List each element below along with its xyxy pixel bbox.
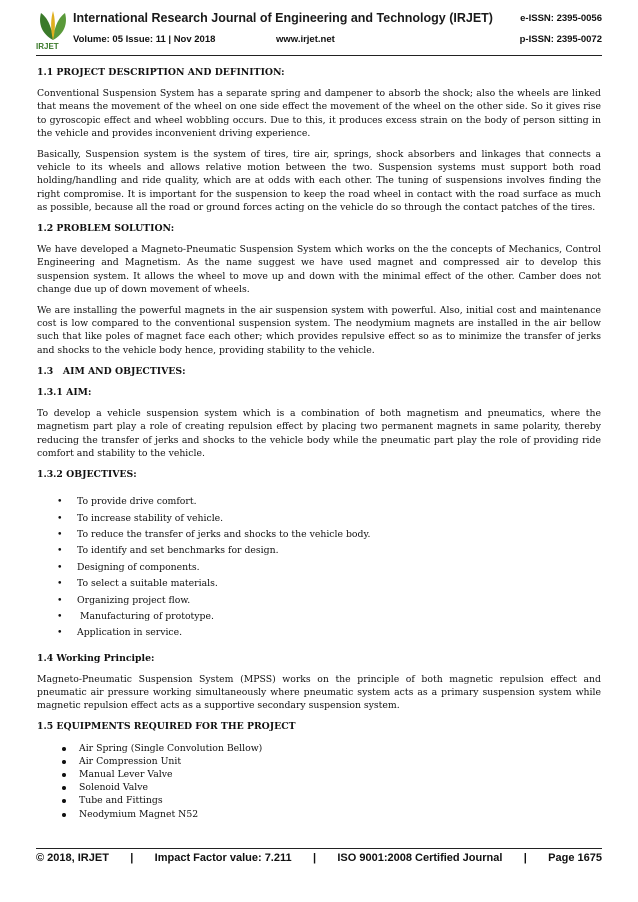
eissn: e-ISSN: 2395-0056 xyxy=(520,13,602,24)
subsection-heading: 1.3.2 OBJECTIVES: xyxy=(37,469,137,481)
list-item: • Designing of components. xyxy=(37,561,601,574)
list-item: • Manufacturing of prototype. xyxy=(37,610,601,623)
article-body xyxy=(37,66,601,821)
section-heading: 1.4 Working Principle: xyxy=(37,652,155,664)
list-item: • To reduce the transfer of jerks and shocks to the vehicle body. xyxy=(37,528,601,541)
header-divider xyxy=(36,55,602,56)
footer-separator: | xyxy=(130,852,134,864)
list-item: • Application in service. xyxy=(37,626,601,639)
volume-issue: Volume: 05 Issue: 11 | Nov 2018 xyxy=(73,34,216,45)
page-number: Page 1675 xyxy=(548,852,602,864)
equipment-list xyxy=(37,742,601,821)
paragraph: Basically, Suspension system is the system of tires, tire air, springs, shock absorbers and linkages that connects a vehicle to its wheels and allows relative motion between the two. Suspension systems must support both road holding/handling and ride quality, which are at odds with each other. The tuning of suspensions involves finding the right compromise. It is important for the suspension to keep the road wheel in contact with the road surface as much as possible, because all the road or ground forces acting on the vehicle do so through the contact patches of the tires. xyxy=(37,149,601,213)
section-heading: 1.2 PROBLEM SOLUTION: xyxy=(37,223,175,235)
website-link[interactable]: www.irjet.net xyxy=(276,34,335,45)
list-item: • To increase stability of vehicle. xyxy=(37,512,601,525)
list-item: Air Spring (Single Convolution Bellow) xyxy=(37,742,601,755)
iso-certification: ISO 9001:2008 Certified Journal xyxy=(337,852,503,864)
list-item: Manual Lever Valve xyxy=(37,768,601,781)
list-item: Solenoid Valve xyxy=(37,781,601,794)
paragraph: Conventional Suspension System has a separate spring and dampener to absorb the shock; also the wheels are linked that means the movement of the wheel on one side effect the movement of the wheel on the other side. So it gives rise to gyroscopic effect and wheel wobbling occurs. Due to this, it produces excess strain on the body of person sitting in the vehicle and provides inconvenient driving experience. xyxy=(37,88,601,139)
footer-divider xyxy=(36,848,602,849)
logo-text: IRJET xyxy=(36,42,59,51)
paragraph: Magneto-Pneumatic Suspension System (MPSS) works on the principle of both magnetic repulsion effect and pneumatic air pressure working simultaneously where pneumatic system acts as a primary suspension system while magnetic repulsion effect acts as a supportive secondary suspension system. xyxy=(37,673,601,712)
section-heading: 1.1 PROJECT DESCRIPTION AND DEFINITION: xyxy=(37,67,285,78)
subsection-heading: 1.3.1 AIM: xyxy=(37,387,92,399)
journal-title: International Research Journal of Engineering and Technology (IRJET) xyxy=(73,11,493,25)
list-item: • To select a suitable materials. xyxy=(37,577,601,590)
pissn: p-ISSN: 2395-0072 xyxy=(519,34,602,45)
list-item: Tube and Fittings xyxy=(37,794,601,807)
paragraph: To develop a vehicle suspension system which is a combination of both magnetism and pneumatics, where the magnetism part play a role of creating repulsion effect by placing two permanent magnets in same polarity, thereby reducing the transfer of jerks and shocks to the vehicle body while the pneumatic part play the role of providing ride comfort and stability to the vehicle. xyxy=(37,408,601,459)
paragraph: We are installing the powerful magnets in the air suspension system with powerful. Also, initial cost and maintenance cost is low compared to the conventional suspension system. The neodymium magnets are installed in the air bellow such that like poles of magnet face each other; which provides repulsive effect so as to minimize the transfer of jerks and shocks to the vehicle body hence, providing stability to the vehicle. xyxy=(37,305,601,356)
list-item: Air Compression Unit xyxy=(37,755,601,768)
copyright: © 2018, IRJET xyxy=(36,852,109,864)
objectives-list xyxy=(37,495,601,639)
footer-separator: | xyxy=(312,852,317,864)
page-header xyxy=(36,10,602,52)
paragraph: We have developed a Magneto-Pneumatic Suspension System which works on the the concepts of Mechanics, Control Engineering and Magnetism. As the name suggest we have used magnet and compressed air to develop this suspension system. It allows the wheel to move up and down with the minimal effect of the other. Camber does not change due up of down movement of wheels. xyxy=(37,244,601,295)
section-heading: 1.5 EQUIPMENTS REQUIRED FOR THE PROJECT xyxy=(37,721,296,733)
list-item: • To identify and set benchmarks for design. xyxy=(37,544,601,557)
footer-separator: | xyxy=(523,852,527,864)
page-footer xyxy=(36,852,602,864)
list-item: Neodymium Magnet N52 xyxy=(37,808,601,821)
impact-factor: Impact Factor value: 7.211 xyxy=(154,852,292,864)
list-item: • To provide drive comfort. xyxy=(37,495,601,508)
section-heading: 1.3 AIM AND OBJECTIVES: xyxy=(37,365,186,377)
list-item: • Organizing project flow. xyxy=(37,594,601,607)
